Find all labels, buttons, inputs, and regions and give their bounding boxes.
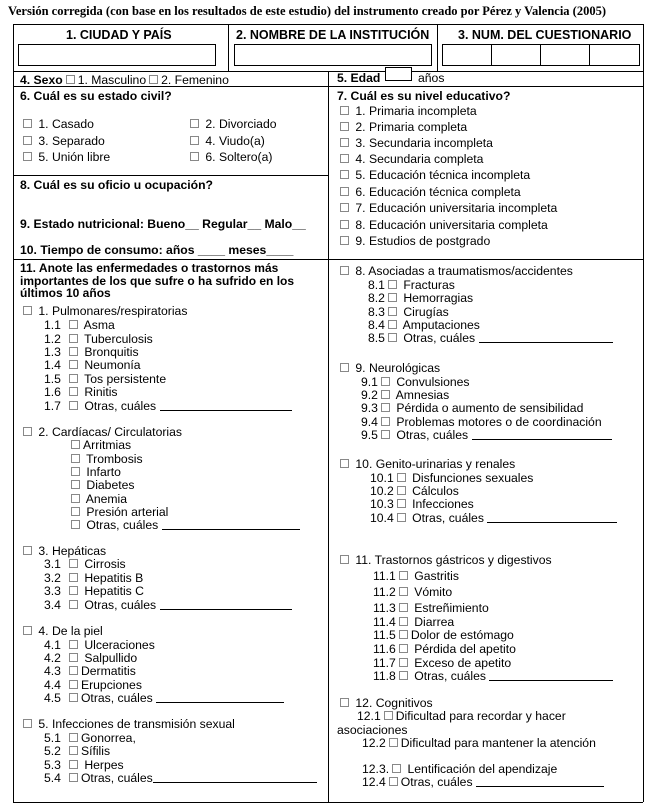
list-item[interactable]: 11.6 Pérdida del apetito xyxy=(373,642,516,656)
checkbox[interactable] xyxy=(69,666,78,675)
list-item[interactable]: 9.5 Otras, cuáles xyxy=(361,428,612,442)
list-item[interactable]: 4.4 Erupciones xyxy=(44,678,142,692)
list-item[interactable]: 8.1 Fracturas xyxy=(368,278,455,292)
neurologicas-title: 9. Neurológicas xyxy=(337,361,440,375)
checkbox[interactable] xyxy=(23,427,32,436)
checkbox[interactable] xyxy=(69,387,78,396)
checkbox[interactable] xyxy=(23,119,32,128)
checkbox[interactable] xyxy=(340,187,349,196)
checkbox[interactable] xyxy=(340,203,349,212)
edu-option[interactable]: 8. Educación universitaria completa xyxy=(337,218,548,232)
list-item[interactable]: 8.3 Cirugías xyxy=(368,305,449,319)
checkbox[interactable] xyxy=(397,499,406,508)
checkbox[interactable] xyxy=(340,236,349,245)
checkbox[interactable] xyxy=(381,390,390,399)
list-item[interactable]: 8.5 Otras, cuáles xyxy=(368,331,613,345)
list-item[interactable]: 1.1 Asma xyxy=(44,318,115,332)
checkbox[interactable] xyxy=(397,473,406,482)
pulmonares-title: 1. Pulmonares/respiratorias xyxy=(20,304,187,318)
edu-option[interactable]: 3. Secundaria incompleta xyxy=(337,136,493,150)
list-item[interactable]: 4.1 Ulceraciones xyxy=(44,638,155,652)
edu-option[interactable]: 9. Estudios de postgrado xyxy=(337,234,490,248)
hepaticas-title: 3. Hepáticas xyxy=(20,544,106,558)
checkbox[interactable] xyxy=(190,136,199,145)
piel-title: 4. De la piel xyxy=(20,624,103,638)
gastricos-title: 11. Trastornos gástricos y digestivos xyxy=(337,553,552,567)
list-item[interactable]: Arritmias xyxy=(68,438,131,452)
checkbox[interactable] xyxy=(69,653,78,662)
list-item[interactable]: Otras, cuáles xyxy=(68,518,300,532)
checkbox[interactable] xyxy=(340,555,349,564)
checkbox[interactable] xyxy=(399,587,408,596)
civil-option[interactable]: 6. Soltero(a) xyxy=(187,150,272,164)
edu-option[interactable]: 6. Educación técnica completa xyxy=(337,185,521,199)
femenino-checkbox[interactable] xyxy=(149,75,158,84)
checkbox[interactable] xyxy=(388,293,397,302)
list-item[interactable]: 4.3 Dermatitis xyxy=(44,664,136,678)
checkbox[interactable] xyxy=(69,773,78,782)
edu-option[interactable]: 5. Educación técnica incompleta xyxy=(337,168,530,182)
list-item[interactable]: 10.2 Cálculos xyxy=(370,484,459,498)
civil-option[interactable]: 5. Unión libre xyxy=(20,150,110,164)
checkbox[interactable] xyxy=(340,154,349,163)
list-item[interactable]: 10.4 Otras, cuáles xyxy=(370,511,617,525)
list-item[interactable]: Presión arterial xyxy=(68,505,168,519)
list-item[interactable]: 3.3 Hepatitis C xyxy=(44,584,144,598)
edu-option[interactable]: 2. Primaria completa xyxy=(337,120,467,134)
masculino-checkbox[interactable] xyxy=(66,75,75,84)
checkbox[interactable] xyxy=(389,777,398,786)
consumo-question: 10. Tiempo de consumo: años ____ meses____ xyxy=(20,243,294,257)
femenino-label: 2. Femenino xyxy=(161,73,229,87)
checkbox[interactable] xyxy=(71,520,80,529)
list-item[interactable]: 1.2 Tuberculosis xyxy=(44,332,153,346)
list-item[interactable]: 5.3 Herpes xyxy=(44,758,124,772)
checkbox[interactable] xyxy=(71,454,80,463)
list-item[interactable]: 12.3. Lentificación del apendizaje xyxy=(362,762,558,776)
checkbox[interactable] xyxy=(381,417,390,426)
checkbox[interactable] xyxy=(399,617,408,626)
institucion-field[interactable] xyxy=(234,44,432,66)
list-item[interactable]: 12.4 Otras, cuáles xyxy=(362,775,604,789)
checkbox[interactable] xyxy=(381,377,390,386)
nivel-educativo-question: 7. Cuál es su nivel educativo? xyxy=(337,89,511,103)
list-item[interactable]: 9.1 Convulsiones xyxy=(361,375,470,389)
edad-field[interactable] xyxy=(385,67,412,81)
checkbox[interactable] xyxy=(190,152,199,161)
checkbox[interactable] xyxy=(384,711,393,720)
oficio-question: 8. Cuál es su oficio u ocupación? xyxy=(20,178,214,192)
list-item-continuation: asociaciones xyxy=(337,723,408,737)
list-item[interactable]: 3.4 Otras, cuáles xyxy=(44,598,292,612)
enfermedades-question: 11. Anote las enfermedades o trastornos más importantes de los que sufre o ha sufrido en los últimos 10 años xyxy=(20,261,295,300)
list-item[interactable]: 10.3 Infecciones xyxy=(370,497,474,511)
list-item[interactable]: 9.3 Pérdida o aumento de sensibilidad xyxy=(361,401,584,415)
cuestionario-field[interactable] xyxy=(442,44,640,66)
checkbox[interactable] xyxy=(23,306,32,315)
checkbox[interactable] xyxy=(71,440,80,449)
checkbox[interactable] xyxy=(399,658,408,667)
checkbox[interactable] xyxy=(190,119,199,128)
list-item[interactable]: 9.2 Amnesias xyxy=(361,388,450,402)
page-title: Versión corregida (con base en los resultados de este estudio) del instrumento creado por Pérez y Valencia (2005) xyxy=(8,4,606,18)
checkbox[interactable] xyxy=(71,480,80,489)
checkbox[interactable] xyxy=(69,559,78,568)
checkbox[interactable] xyxy=(388,307,397,316)
checkbox[interactable] xyxy=(399,671,408,680)
list-item[interactable]: 3.2 Hepatitis B xyxy=(44,571,144,585)
checkbox[interactable] xyxy=(71,467,80,476)
checkbox[interactable] xyxy=(340,363,349,372)
masculino-label: 1. Masculino xyxy=(77,73,147,87)
civil-option[interactable]: 4. Viudo(a) xyxy=(187,134,265,148)
list-item[interactable]: 11.2 Vómito xyxy=(373,585,453,599)
list-item[interactable]: 9.4 Problemas motores o de coordinación xyxy=(361,415,602,429)
edu-option[interactable]: 1. Primaria incompleta xyxy=(337,104,477,118)
checkbox[interactable] xyxy=(69,733,78,742)
checkbox[interactable] xyxy=(23,136,32,145)
checkbox[interactable] xyxy=(340,459,349,468)
checkbox[interactable] xyxy=(23,152,32,161)
list-item[interactable]: 11.7 Exceso de apetito xyxy=(373,656,512,670)
institucion-label: 2. NOMBRE DE LA INSTITUCIÓN xyxy=(236,28,430,42)
list-item[interactable]: 10.1 Disfunciones sexuales xyxy=(370,471,534,485)
checkbox[interactable] xyxy=(399,630,408,639)
checkbox[interactable] xyxy=(69,401,78,410)
list-item[interactable]: Diabetes xyxy=(68,478,135,492)
checkbox[interactable] xyxy=(399,571,408,580)
checkbox[interactable] xyxy=(388,333,397,342)
ets-title: 5. Infecciones de transmisión sexual xyxy=(20,717,235,731)
checkbox[interactable] xyxy=(399,644,408,653)
civil-option[interactable]: 2. Divorciado xyxy=(187,117,277,131)
edu-option[interactable]: 7. Educación universitaria incompleta xyxy=(337,201,557,215)
civil-option[interactable]: 1. Casado xyxy=(20,117,94,131)
edad-unit: años xyxy=(418,71,445,85)
ciudad-label: 1. CIUDAD Y PAÍS xyxy=(66,28,172,42)
traumatismos-title: 8. Asociadas a traumatismos/accidentes xyxy=(337,264,573,278)
sexo-label: 4. Sexo xyxy=(20,73,63,87)
list-item[interactable]: 1.4 Neumonía xyxy=(44,358,141,372)
list-item[interactable]: 11.4 Diarrea xyxy=(373,615,455,629)
list-item[interactable]: 5.1 Gonorrea, xyxy=(44,731,136,745)
checkbox[interactable] xyxy=(340,138,349,147)
checkbox[interactable] xyxy=(71,494,80,503)
list-item[interactable]: 12.1 Dificultad para recordar y hacer xyxy=(357,709,566,723)
checkbox[interactable] xyxy=(69,320,78,329)
checkbox[interactable] xyxy=(340,106,349,115)
list-item[interactable]: 1.3 Bronquitis xyxy=(44,345,139,359)
checkbox[interactable] xyxy=(69,374,78,383)
list-item[interactable]: 4.5 Otras, cuáles xyxy=(44,691,284,705)
list-item[interactable]: 4.2 Salpullido xyxy=(44,651,138,665)
checkbox[interactable] xyxy=(381,430,390,439)
list-item[interactable]: Trombosis xyxy=(68,452,143,466)
edad-label: 5. Edad xyxy=(337,71,381,85)
list-item[interactable]: 5.4 Otras, cuáles xyxy=(44,771,317,785)
genito-title: 10. Genito-urinarias y renales xyxy=(337,457,515,471)
checkbox[interactable] xyxy=(69,360,78,369)
checkbox[interactable] xyxy=(397,513,406,522)
estado-civil-question: 6. Cuál es su estado civil? xyxy=(20,89,172,103)
list-item[interactable]: 8.4 Amputaciones xyxy=(368,318,480,332)
checkbox[interactable] xyxy=(388,280,397,289)
list-item[interactable]: 11.3 Estreñimiento xyxy=(373,601,489,615)
checkbox[interactable] xyxy=(340,122,349,131)
list-item[interactable]: 5.2 Sífilis xyxy=(44,744,111,758)
checkbox[interactable] xyxy=(23,719,32,728)
checkbox[interactable] xyxy=(69,746,78,755)
checkbox[interactable] xyxy=(340,698,349,707)
checkbox[interactable] xyxy=(389,738,398,747)
sexo-row xyxy=(20,73,229,87)
checkbox[interactable] xyxy=(69,347,78,356)
list-item[interactable]: Infarto xyxy=(68,465,121,479)
civil-option[interactable]: 3. Separado xyxy=(20,134,105,148)
list-item[interactable]: Anemia xyxy=(68,492,127,506)
list-item[interactable]: 11.1 Gastritis xyxy=(373,569,459,583)
checkbox[interactable] xyxy=(69,600,78,609)
cognitivos-title: 12. Cognitivos xyxy=(337,696,433,710)
list-item[interactable]: 1.5 Tos persistente xyxy=(44,372,167,386)
ciudad-field[interactable] xyxy=(18,44,216,66)
checkbox[interactable] xyxy=(388,320,397,329)
checkbox[interactable] xyxy=(340,170,349,179)
edu-option[interactable]: 4. Secundaria completa xyxy=(337,152,483,166)
checkbox[interactable] xyxy=(340,220,349,229)
list-item[interactable]: 8.2 Hemorragias xyxy=(368,291,474,305)
checkbox[interactable] xyxy=(381,403,390,412)
checkbox[interactable] xyxy=(69,586,78,595)
checkbox[interactable] xyxy=(71,507,80,516)
checkbox[interactable] xyxy=(69,334,78,343)
list-item[interactable]: 3.1 Cirrosis xyxy=(44,557,126,571)
checkbox[interactable] xyxy=(69,760,78,769)
list-item[interactable]: 1.6 Rinitis xyxy=(44,385,118,399)
checkbox[interactable] xyxy=(69,573,78,582)
checkbox[interactable] xyxy=(399,603,408,612)
checkbox[interactable] xyxy=(340,266,349,275)
list-item[interactable]: 12.2 Dificultad para mantener la atención xyxy=(362,736,596,750)
checkbox[interactable] xyxy=(392,764,401,773)
list-item[interactable]: 11.5 Dolor de estómago xyxy=(373,628,514,642)
checkbox[interactable] xyxy=(69,693,78,702)
checkbox[interactable] xyxy=(69,680,78,689)
checkbox[interactable] xyxy=(397,486,406,495)
checkbox[interactable] xyxy=(69,640,78,649)
cardiacas-title: 2. Cardíacas/ Circulatorias xyxy=(20,425,182,439)
nutricional-question: 9. Estado nutricional: Bueno__ Regular__ Malo__ xyxy=(20,217,306,231)
checkbox[interactable] xyxy=(23,626,32,635)
cuestionario-label: 3. NUM. DEL CUESTIONARIO xyxy=(458,28,632,42)
list-item[interactable]: 11.8 Otras, cuáles xyxy=(373,669,613,683)
list-item[interactable]: 1.7 Otras, cuáles xyxy=(44,399,292,413)
checkbox[interactable] xyxy=(23,546,32,555)
